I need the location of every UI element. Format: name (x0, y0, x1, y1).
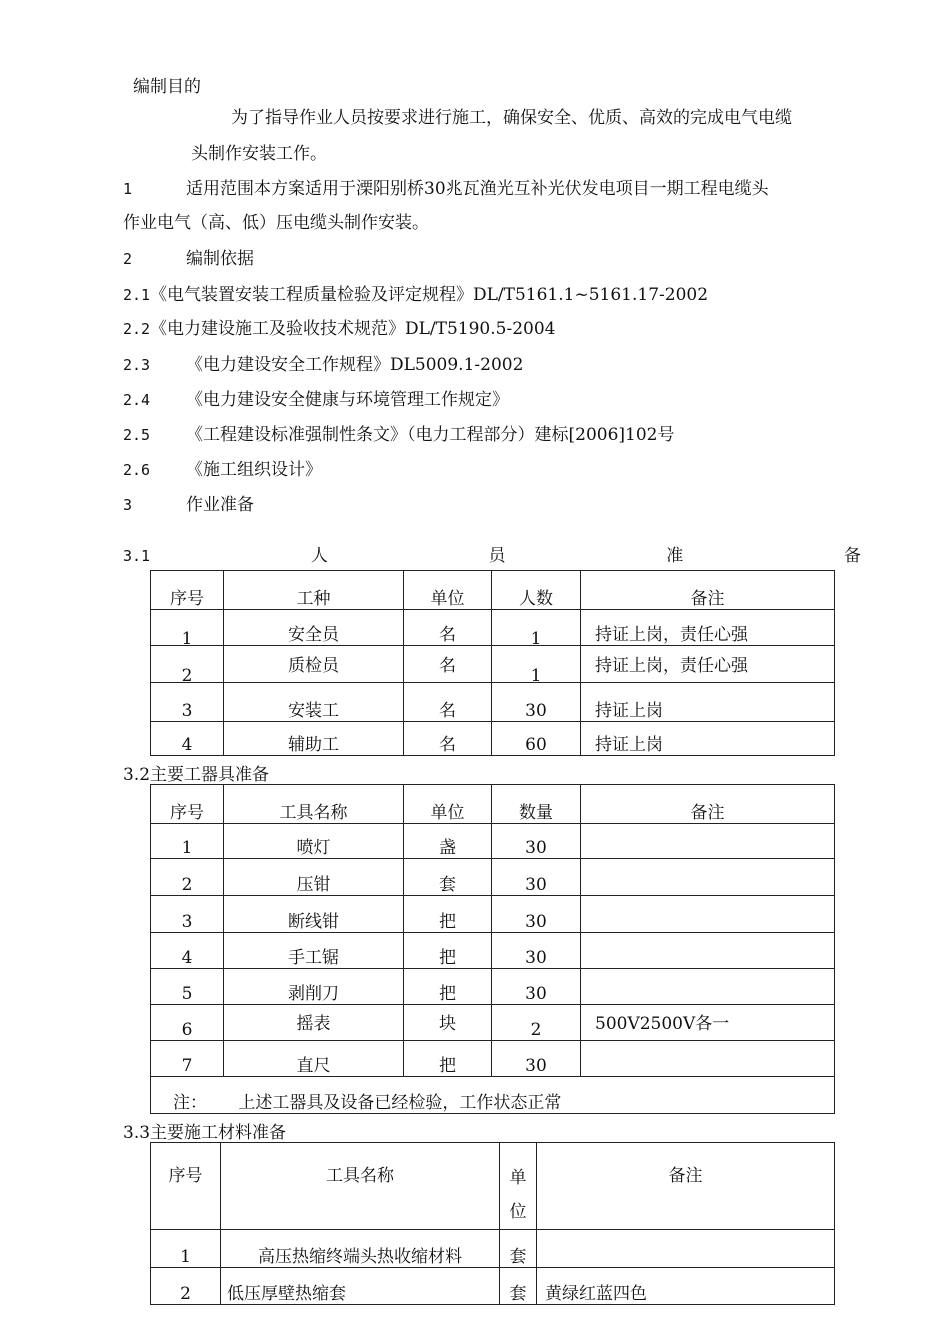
personnel-table (150, 570, 835, 756)
row-number: 1 (151, 1230, 221, 1268)
note-text: 上述工器具及设备已经检验，工作状态正常 (238, 1093, 562, 1113)
row-number: 4 (151, 933, 224, 969)
tools-heading: 3.2主要工器具准备 (123, 765, 270, 785)
quantity: 30 (492, 1041, 581, 1077)
remark (581, 969, 835, 1005)
unit: 名 (404, 610, 492, 646)
unit: 名 (439, 656, 456, 676)
section1-line2: 作业电气（高、低）压电缆头制作安装。 (123, 213, 429, 233)
header-cell: 备注 (581, 785, 835, 824)
tool-name: 手工锯 (224, 933, 404, 969)
quantity: 30 (492, 859, 581, 896)
ref-item-text: 《电力建设安全健康与环境管理工作规定》 (186, 390, 509, 410)
table-row (151, 1041, 835, 1077)
personnel-heading (123, 545, 861, 567)
purpose-text-line1: 为了指导作业人员按要求进行施工，确保安全、优质、高效的完成电气电缆 (231, 108, 792, 128)
row-number: 1 (181, 629, 193, 649)
tool-name: 断线钳 (224, 896, 404, 933)
remark (537, 1230, 835, 1268)
row-number: 7 (151, 1041, 224, 1077)
tool-name: 压钳 (224, 859, 404, 896)
remark (581, 896, 835, 933)
unit: 把 (404, 933, 492, 969)
ref-item-text: 《施工组织设计》 (186, 460, 322, 480)
ref-item-num: 2.1 (123, 286, 151, 304)
personnel-heading-char: 备 (843, 546, 861, 566)
section3-title: 作业准备 (186, 495, 254, 515)
header-cell: 单位 (404, 785, 492, 824)
header-cell: 单 (509, 1168, 527, 1188)
remark (581, 1041, 835, 1077)
personnel-heading-char: 准 (666, 546, 684, 566)
quantity: 30 (492, 896, 581, 933)
header-cell: 工具名称 (224, 785, 404, 824)
header-cell: 位 (509, 1202, 527, 1222)
unit: 名 (404, 722, 492, 756)
header-cell: 数量 (492, 785, 581, 824)
headcount: 1 (530, 666, 542, 686)
section2-title: 编制依据 (186, 249, 254, 269)
headcount: 1 (530, 629, 542, 649)
job-type: 辅助工 (224, 722, 404, 756)
quantity: 2 (492, 1005, 581, 1041)
section2-number: 2 (123, 250, 133, 268)
remark: 500V2500V各一 (595, 1014, 730, 1034)
note-row (151, 1077, 835, 1114)
ref-item-num: 2.5 (123, 426, 151, 444)
table-row (151, 1268, 835, 1305)
remark (581, 824, 835, 859)
row-number: 4 (151, 722, 224, 756)
ref-item-num: 2.6 (123, 461, 151, 479)
unit: 把 (404, 896, 492, 933)
header-cell: 备注 (668, 1166, 703, 1186)
table-row (151, 683, 835, 722)
row-number: 1 (151, 824, 224, 859)
personnel-heading-char: 员 (488, 546, 506, 566)
row-number: 2 (151, 859, 224, 896)
table-header-row (151, 785, 835, 824)
table-row (151, 722, 835, 756)
table-row (151, 1230, 835, 1268)
table-header-row (151, 1143, 835, 1230)
note-label: 注： (173, 1093, 207, 1113)
section3-number: 3 (123, 496, 133, 514)
unit: 名 (404, 683, 492, 722)
unit: 套 (500, 1230, 537, 1268)
purpose-heading: 编制目的 (133, 77, 201, 97)
job-type: 安全员 (224, 610, 404, 646)
remark: 持证上岗 (581, 683, 835, 722)
ref-item-text: 《工程建设标准强制性条文》（电力工程部分）建标[2006]102号 (186, 425, 675, 445)
header-cell: 序号 (151, 571, 224, 610)
tool-name: 喷灯 (224, 824, 404, 859)
ref-item-text: 《电力建设施工及验收技术规范》DL/T5190.5-2004 (150, 319, 556, 339)
table-row (151, 969, 835, 1005)
header-cell: 序号 (151, 785, 224, 824)
table-row (151, 1005, 835, 1041)
table-row (151, 610, 835, 646)
tools-table (150, 784, 835, 1114)
personnel-heading-char: 人 (310, 546, 328, 566)
row-number: 3 (151, 896, 224, 933)
unit: 把 (404, 1041, 492, 1077)
remark (581, 933, 835, 969)
ref-item-num: 2.4 (123, 391, 151, 409)
table-row (151, 933, 835, 969)
table-header-row (151, 571, 835, 610)
tool-name: 直尺 (224, 1041, 404, 1077)
material-name: 低压厚壁热缩套 (221, 1268, 500, 1305)
header-cell: 序号 (168, 1166, 203, 1186)
headcount: 30 (492, 683, 581, 722)
header-cell: 备注 (581, 571, 835, 610)
unit: 把 (404, 969, 492, 1005)
table-row (151, 859, 835, 896)
quantity: 30 (492, 824, 581, 859)
table-row (151, 824, 835, 859)
header-cell: 工种 (224, 571, 404, 610)
materials-heading: 3.3主要施工材料准备 (123, 1123, 287, 1143)
row-number: 2 (151, 1268, 221, 1305)
remark (581, 859, 835, 896)
job-type: 安装工 (224, 683, 404, 722)
header-cell: 工具名称 (326, 1166, 394, 1186)
remark: 黄绿红蓝四色 (537, 1268, 835, 1305)
table-row (151, 896, 835, 933)
unit: 套 (404, 859, 492, 896)
row-number: 6 (151, 1005, 224, 1041)
remark: 持证上岗，责任心强 (595, 656, 748, 676)
quantity: 30 (492, 969, 581, 1005)
tool-name: 剥削刀 (224, 969, 404, 1005)
ref-item-num: 2.3 (123, 356, 151, 374)
job-type: 质检员 (288, 656, 339, 676)
quantity: 30 (492, 933, 581, 969)
remark: 持证上岗，责任心强 (581, 610, 835, 646)
unit: 套 (500, 1268, 537, 1305)
row-number: 2 (181, 666, 193, 686)
unit: 块 (439, 1014, 456, 1034)
ref-item-text: 《电力建设安全工作规程》DL5009.1-2002 (186, 355, 524, 375)
ref-item-num: 2.2 (123, 320, 151, 338)
header-cell: 单位 (404, 571, 492, 610)
headcount: 60 (492, 722, 581, 756)
ref-item-text: 《电气装置安装工程质量检验及评定规程》DL/T5161.1~5161.17-2002 (150, 285, 709, 305)
row-number: 5 (151, 969, 224, 1005)
tool-name: 摇表 (296, 1014, 331, 1034)
purpose-text-line2: 头制作安装工作。 (191, 144, 327, 164)
material-name: 高压热缩终端头热收缩材料 (221, 1230, 500, 1268)
section1-line1: 适用范围本方案适用于溧阳别桥30兆瓦渔光互补光伏发电项目一期工程电缆头 (186, 179, 769, 199)
header-cell: 人数 (492, 571, 581, 610)
materials-table (150, 1142, 835, 1305)
remark: 持证上岗 (581, 722, 835, 756)
table-row (151, 646, 835, 683)
personnel-heading-num: 3.1 (123, 547, 151, 565)
row-number: 3 (151, 683, 224, 722)
unit: 盏 (404, 824, 492, 859)
section1-number: 1 (123, 180, 133, 198)
